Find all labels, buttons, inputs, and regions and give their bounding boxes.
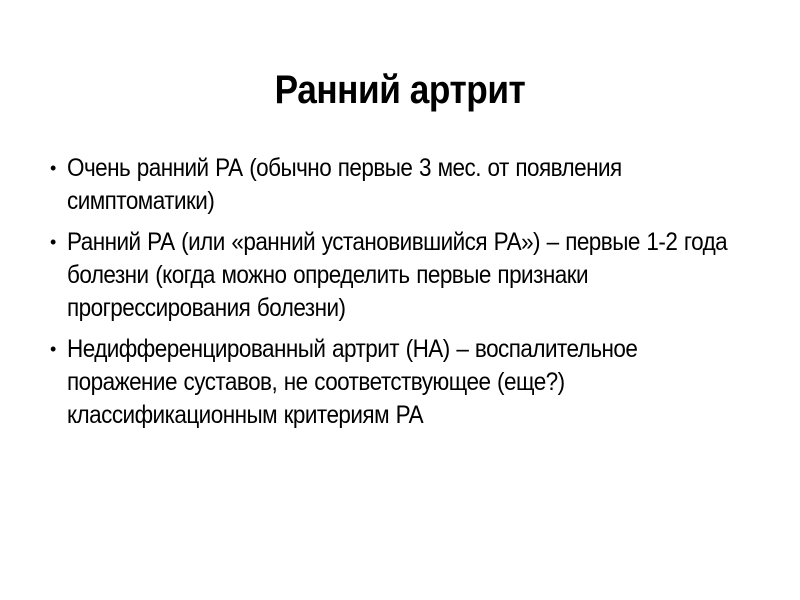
bullet-icon: • bbox=[50, 232, 56, 252]
bullet-icon: • bbox=[50, 158, 56, 178]
bullet-item bbox=[50, 333, 770, 432]
slide-title: Ранний артрит bbox=[274, 68, 526, 112]
bullet-item bbox=[50, 152, 770, 218]
bullet-text: Недифференцированный артрит (НА) – воспалительное поражение суставов, не соответствующее (еще?) классификационным критериям РА bbox=[67, 335, 638, 429]
bullet-icon: • bbox=[50, 339, 56, 359]
bullet-list bbox=[50, 152, 770, 440]
bullet-item bbox=[50, 226, 770, 325]
bullet-text: Очень ранний РА (обычно первые 3 мес. от появления симптоматики) bbox=[67, 154, 622, 215]
bullet-text: Ранний РА (или «ранний установившийся РА») – первые 1-2 года болезни (когда можно определить первые признаки прогрессирования болезни) bbox=[67, 228, 728, 322]
